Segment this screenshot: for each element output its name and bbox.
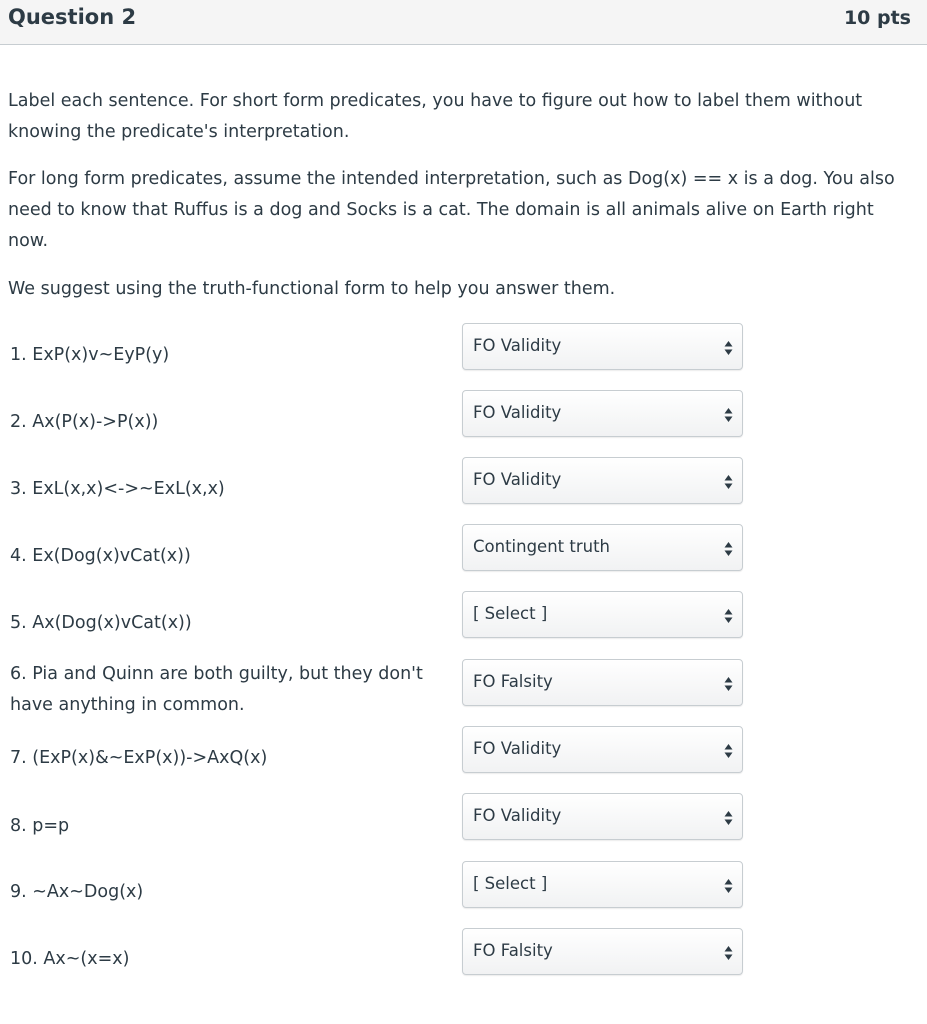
up-down-caret-icon bbox=[724, 945, 733, 961]
answer-select-value: Contingent truth bbox=[473, 537, 611, 556]
instruction-paragraph: We suggest using the truth-functional form to help you answer them. bbox=[8, 279, 616, 299]
up-down-caret-icon bbox=[724, 407, 733, 423]
instruction-paragraph: For long form predicates, assume the intended interpretation, such as Dog(x) == x is a dog. You also need to know that Ruffus is a dog and Socks is a cat. The domain is all animals alive on Earth right now. bbox=[8, 169, 895, 251]
answer-select[interactable] bbox=[462, 793, 743, 840]
question-item-label: 7. (ExP(x)&~ExP(x))->AxQ(x) bbox=[10, 748, 268, 768]
up-down-caret-icon bbox=[724, 541, 733, 557]
answer-select[interactable] bbox=[462, 591, 743, 638]
question-header bbox=[0, 0, 927, 45]
up-down-caret-icon bbox=[724, 608, 733, 624]
up-down-caret-icon bbox=[724, 676, 733, 692]
answer-select[interactable] bbox=[462, 861, 743, 908]
up-down-caret-icon bbox=[724, 743, 733, 759]
answer-select-value: FO Falsity bbox=[473, 672, 553, 691]
answer-select[interactable] bbox=[462, 928, 743, 975]
answer-select-value: [ Select ] bbox=[473, 874, 548, 893]
up-down-caret-icon bbox=[724, 878, 733, 894]
answer-select[interactable] bbox=[462, 457, 743, 504]
answer-select[interactable] bbox=[462, 726, 743, 773]
up-down-caret-icon bbox=[724, 474, 733, 490]
up-down-caret-icon bbox=[724, 340, 733, 356]
answer-select-value: FO Validity bbox=[473, 806, 562, 825]
question-item-label: 10. Ax~(x=x) bbox=[10, 949, 130, 969]
answer-select-value: FO Validity bbox=[473, 470, 562, 489]
question-item-label: 4. Ex(Dog(x)vCat(x)) bbox=[10, 546, 191, 566]
question-item-label: 2. Ax(P(x)->P(x)) bbox=[10, 412, 159, 432]
up-down-caret-icon bbox=[724, 810, 733, 826]
answer-select-value: FO Validity bbox=[473, 739, 562, 758]
question-title: Question 2 bbox=[8, 5, 137, 29]
question-item-label: 6. Pia and Quinn are both guilty, but they don't have anything in common. bbox=[10, 664, 423, 715]
answer-select-value: [ Select ] bbox=[473, 604, 548, 623]
answer-select[interactable] bbox=[462, 323, 743, 370]
question-item-label: 1. ExP(x)v~EyP(y) bbox=[10, 345, 170, 365]
answer-select[interactable] bbox=[462, 659, 743, 706]
answer-select-value: FO Validity bbox=[473, 403, 562, 422]
question-item-label: 3. ExL(x,x)<->~ExL(x,x) bbox=[10, 479, 225, 499]
question-item-label: 5. Ax(Dog(x)vCat(x)) bbox=[10, 613, 192, 633]
question-points: 10 pts bbox=[843, 7, 911, 29]
answer-select-value: FO Falsity bbox=[473, 941, 553, 960]
answer-select[interactable] bbox=[462, 524, 743, 571]
instruction-paragraph: Label each sentence. For short form predicates, you have to figure out how to label them without knowing the predicate's interpretation. bbox=[8, 91, 863, 142]
question-item-label: 9. ~Ax~Dog(x) bbox=[10, 882, 144, 902]
answer-select[interactable] bbox=[462, 390, 743, 437]
answer-select-value: FO Validity bbox=[473, 336, 562, 355]
question-item-label: 8. p=p bbox=[10, 816, 70, 836]
